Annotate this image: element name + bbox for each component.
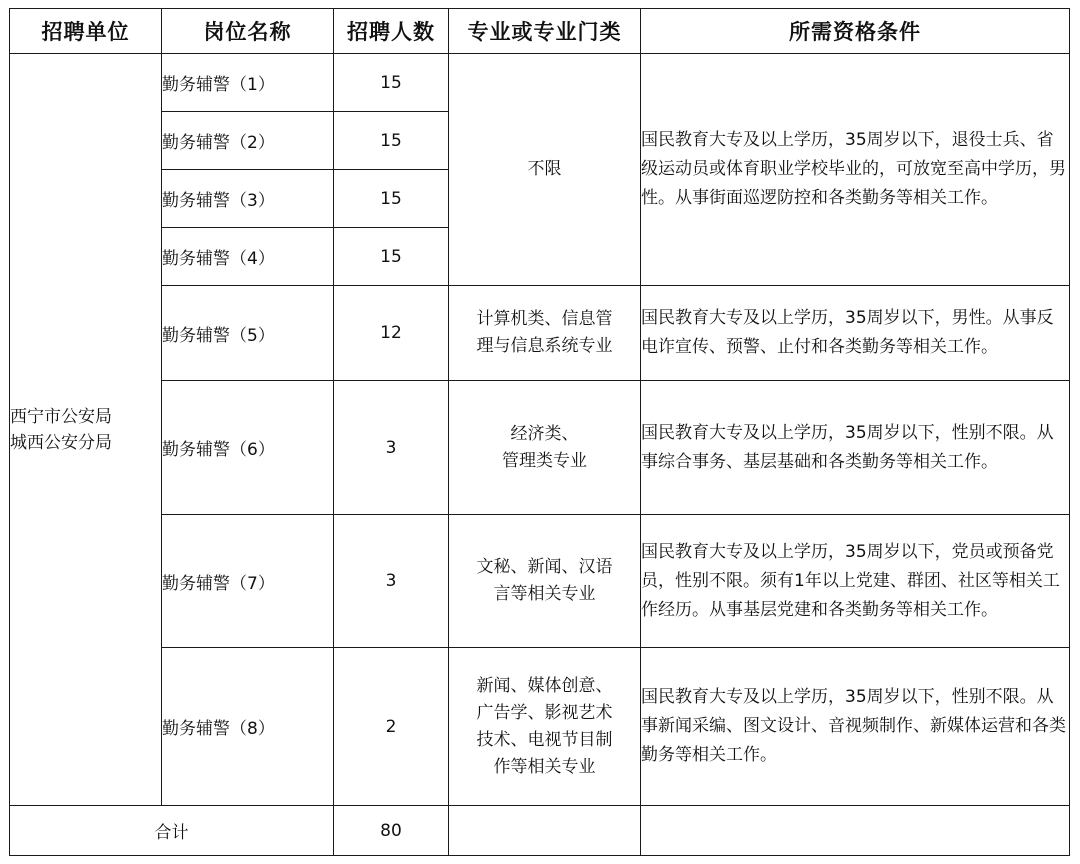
post-count: 12 bbox=[334, 286, 449, 381]
header-row bbox=[10, 9, 1070, 54]
major-line: 理与信息系统专业 bbox=[476, 336, 613, 356]
requirements-cell: 国民教育大专及以上学历，35周岁以下，性别不限。从事综合事务、基层基础和各类勤务等相关工作。 bbox=[641, 381, 1070, 515]
post-count: 15 bbox=[334, 228, 449, 286]
post-name: 勤务辅警（2） bbox=[162, 112, 334, 170]
total-label: 合计 bbox=[10, 806, 334, 856]
post-count: 2 bbox=[334, 648, 449, 806]
major-line: 言等相关专业 bbox=[493, 584, 596, 604]
major-line: 文秘、新闻、汉语 bbox=[476, 557, 613, 577]
post-name: 勤务辅警（1） bbox=[162, 54, 334, 112]
total-count: 80 bbox=[334, 806, 449, 856]
table-row bbox=[10, 54, 1070, 112]
total-requirements-empty bbox=[641, 806, 1070, 856]
post-count: 15 bbox=[334, 112, 449, 170]
recruiting-unit-cell bbox=[10, 54, 162, 806]
header-requirements: 所需资格条件 bbox=[641, 9, 1070, 54]
table-row bbox=[10, 381, 1070, 515]
post-name: 勤务辅警（7） bbox=[162, 515, 334, 648]
recruitment-table bbox=[9, 8, 1070, 856]
requirements-cell: 国民教育大专及以上学历，35周岁以下，性别不限。从事新闻采编、图文设计、音视频制作、新媒体运营和各类勤务等相关工作。 bbox=[641, 648, 1070, 806]
header-post: 岗位名称 bbox=[162, 9, 334, 54]
post-count: 3 bbox=[334, 381, 449, 515]
unit-line-1: 西宁市公安局 bbox=[10, 406, 112, 427]
post-name: 勤务辅警（5） bbox=[162, 286, 334, 381]
header-unit: 招聘单位 bbox=[10, 9, 162, 54]
table-row bbox=[10, 515, 1070, 648]
total-row bbox=[10, 806, 1070, 856]
table-row bbox=[10, 286, 1070, 381]
major-line: 计算机类、信息管 bbox=[476, 309, 613, 329]
post-name: 勤务辅警（8） bbox=[162, 648, 334, 806]
header-count: 招聘人数 bbox=[334, 9, 449, 54]
requirements-cell: 国民教育大专及以上学历，35周岁以下，退役士兵、省级运动员或体育职业学校毕业的，可放宽至高中学历，男性。从事街面巡逻防控和各类勤务等相关工作。 bbox=[641, 54, 1070, 286]
table-row bbox=[10, 648, 1070, 806]
major-line: 技术、电视节目制 bbox=[476, 729, 613, 750]
major-line: 不限 bbox=[527, 159, 562, 179]
major-cell bbox=[449, 648, 641, 806]
major-cell bbox=[449, 286, 641, 381]
major-cell bbox=[449, 381, 641, 515]
major-line: 经济类、 bbox=[510, 423, 579, 444]
major-line: 管理类专业 bbox=[502, 450, 587, 471]
post-name: 勤务辅警（3） bbox=[162, 170, 334, 228]
unit-line-2: 城西公安分局 bbox=[10, 432, 112, 453]
total-major-empty bbox=[449, 806, 641, 856]
major-line: 新闻、媒体创意、 bbox=[476, 675, 613, 696]
post-count: 3 bbox=[334, 515, 449, 648]
requirements-cell: 国民教育大专及以上学历，35周岁以下，男性。从事反电诈宣传、预警、止付和各类勤务等相关工作。 bbox=[641, 286, 1070, 381]
post-count: 15 bbox=[334, 54, 449, 112]
post-count: 15 bbox=[334, 170, 449, 228]
post-name: 勤务辅警（6） bbox=[162, 381, 334, 515]
header-major: 专业或专业门类 bbox=[449, 9, 641, 54]
major-line: 作等相关专业 bbox=[493, 756, 596, 777]
major-line: 广告学、影视艺术 bbox=[476, 702, 613, 723]
post-name: 勤务辅警（4） bbox=[162, 228, 334, 286]
major-cell bbox=[449, 515, 641, 648]
major-cell bbox=[449, 54, 641, 286]
requirements-cell: 国民教育大专及以上学历，35周岁以下，党员或预备党员，性别不限。须有1年以上党建、群团、社区等相关工作经历。从事基层党建和各类勤务等相关工作。 bbox=[641, 515, 1070, 648]
